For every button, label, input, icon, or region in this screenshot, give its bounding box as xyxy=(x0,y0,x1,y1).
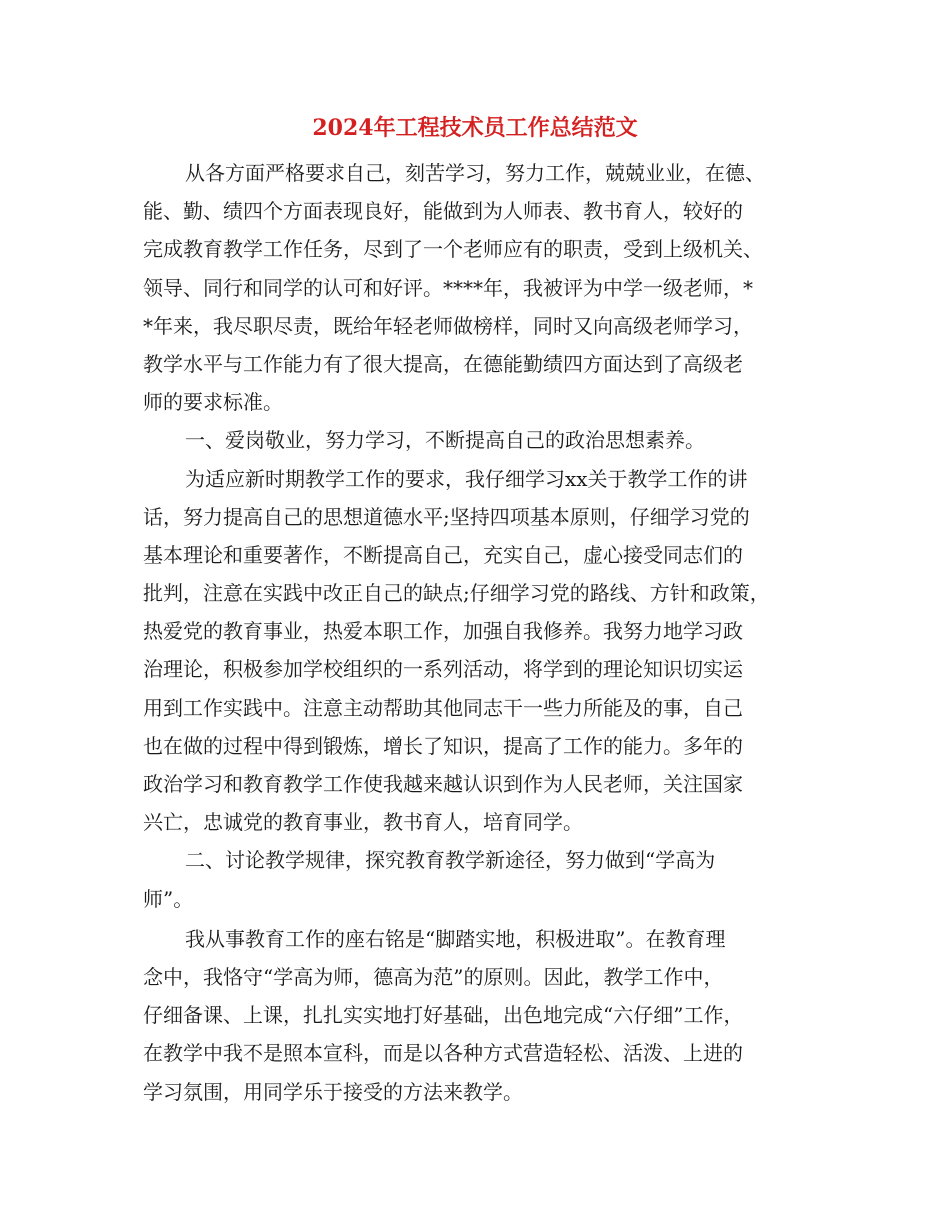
text-line: 也在做的过程中得到锻炼，增长了知识，提高了工作的能力。多年的 xyxy=(143,733,743,758)
text-line: 为适应新时期教学工作的要求，我仔细学习xx关于教学工作的讲 xyxy=(185,466,748,491)
text-line: 用到工作实践中。注意主动帮助其他同志干一些力所能及的事，自己 xyxy=(143,695,743,720)
text-line: 批判，注意在实践中改正自己的缺点;仔细学习党的路线、方针和政策， xyxy=(143,581,770,606)
text-line: *年来，我尽职尽责，既给年轻老师做榜样，同时又向高级老师学习， xyxy=(143,313,753,338)
section-heading: 一、爱岗敬业，努力学习，不断提高自己的政治思想素养。 xyxy=(185,428,705,453)
section-heading: 二、讨论教学规律，探究教育教学新途径，努力做到“学高为 xyxy=(185,848,716,873)
text-line: 话，努力提高自己的思想道德水平;坚持四项基本原则，仔细学习党的 xyxy=(143,504,750,529)
text-line: 热爱党的教育事业，热爱本职工作，加强自我修养。我努力地学习政 xyxy=(143,619,743,644)
text-line: 兴亡，忠诚党的教育事业，教书育人，培育同学。 xyxy=(143,810,583,835)
text-line: 学习氛围，用同学乐于接受的方法来教学。 xyxy=(143,1079,523,1104)
text-line: 基本理论和重要著作，不断提高自己，充实自己，虚心接受同志们的 xyxy=(143,542,743,567)
text-line: 在教学中我不是照本宣科，而是以各种方式营造轻松、活泼、上进的 xyxy=(143,1041,743,1066)
text-line: 师的要求标准。 xyxy=(143,390,283,415)
text-line: 念中，我恪守“学高为师，德高为范”的原则。因此，教学工作中， xyxy=(143,964,724,989)
text-line: 仔细备课、上课，扎扎实实地打好基础，出色地完成“六仔细”工作， xyxy=(143,1003,744,1028)
text-line: 教学水平与工作能力有了很大提高，在德能勤绩四方面达到了高级老 xyxy=(143,351,743,376)
document-body xyxy=(143,154,815,1111)
text-line: 我从事教育工作的座右铭是“脚踏实地，积极进取”。在教育理 xyxy=(185,926,726,951)
text-line: 政治学习和教育教学工作使我越来越认识到作为人民老师，关注国家 xyxy=(143,772,743,796)
text-line: 治理论，积极参加学校组织的一系列活动，将学到的理论知识切实运 xyxy=(143,657,743,682)
text-line: 领导、同行和同学的认可和好评。****年，我被评为中学一级老师，* xyxy=(143,275,753,300)
text-line: 完成教育教学工作任务，尽到了一个老师应有的职责，受到上级机关、 xyxy=(143,237,763,262)
text-line: 从各方面严格要求自己，刻苦学习，努力工作，兢兢业业，在德、 xyxy=(185,161,765,185)
document-title: 2024年工程技术员工作总结范文 xyxy=(312,115,638,141)
section-heading-continued: 师”。 xyxy=(143,886,194,911)
text-line: 能、勤、绩四个方面表现良好，能做到为人师表、教书育人，较好的 xyxy=(143,199,743,224)
